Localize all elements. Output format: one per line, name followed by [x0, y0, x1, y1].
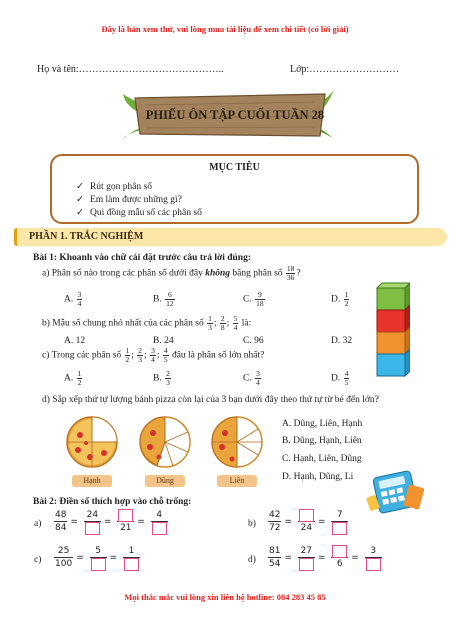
question-d: d) Sắp xếp thứ tự lượng bánh pizza còn lại của 3 bạn dưới đây theo thứ tự từ bé đến lớn? — [42, 395, 379, 405]
blank-box[interactable] — [299, 509, 314, 522]
b2-label-a: a) — [34, 519, 42, 529]
blank-box[interactable] — [332, 545, 347, 558]
check-icon: ✓ — [76, 195, 84, 205]
calculator-image — [366, 470, 428, 514]
page-title: PHIẾU ÔN TẬP CUỐI TUẦN 28 — [145, 108, 325, 122]
blank-box[interactable] — [118, 509, 133, 522]
b2-row-c: $\frac{25}{100}$ = 5 = 1 — [52, 545, 142, 570]
option-c-D[interactable]: D. $\frac{4}{5}$ — [331, 369, 349, 387]
objectives-heading: MỤC TIÊU — [209, 162, 260, 173]
pizza-label-lien: Liên — [217, 475, 257, 487]
preview-notice: Đây là bản xem thử, vui lòng mua tài liệu để xem chi tiết (có lời giải) — [101, 24, 349, 34]
bai1-instruction: Bài 1: Khoanh vào chữ cái đặt trước câu trả lời đúng: — [33, 253, 251, 263]
option-a-D[interactable]: D. $\frac{1}{2}$ — [331, 290, 349, 308]
stacked-cubes-image — [374, 282, 410, 382]
blank-box[interactable] — [124, 558, 139, 571]
b2-row-d: $\frac{81}{54}$ = 27 = 6 = 3 — [266, 545, 384, 570]
b2-row-a: $\frac{48}{84}$ = 24 = 21 = 4 — [52, 509, 170, 534]
option-d-C[interactable]: C. Hạnh, Liên, Dũng — [282, 454, 362, 464]
check-icon: ✓ — [76, 182, 84, 192]
option-d-D[interactable]: D. Hạnh, Dũng, Li — [282, 472, 354, 482]
objective-item: ✓ Em làm được những gì? — [76, 195, 182, 205]
option-b-B[interactable]: B. 24 — [153, 336, 174, 346]
option-d-B[interactable]: B. Dũng, Hạnh, Liên — [282, 436, 362, 446]
pizza-label-dung: Dũng — [145, 475, 185, 487]
question-b: b) Mẫu số chung nhỏ nhất của các phân số $\frac{1}{3}$ ; $\frac{2}{8}$ ; $\frac{5}{4}$ là: — [42, 314, 252, 332]
b2-label-b: b) — [248, 519, 256, 529]
pizza-illustration — [60, 415, 270, 470]
blank-box[interactable] — [332, 522, 347, 535]
objective-item: ✓ Rút gọn phân số — [76, 182, 152, 192]
option-c-A[interactable]: A. $\frac{1}{2}$ — [64, 369, 82, 387]
option-d-A[interactable]: A. Dũng, Liên, Hạnh — [282, 419, 363, 429]
student-class-field: Lớp:……………………… — [290, 64, 400, 75]
pizza-label-hanh: Hạnh — [72, 475, 112, 487]
option-a-A[interactable]: A. $\frac{3}{4}$ — [64, 290, 82, 308]
objective-item: ✓ Qui đồng mẫu số các phân số — [76, 208, 202, 218]
bai2-instruction: Bài 2: Điền số thích hợp vào chỗ trống: — [33, 497, 192, 507]
option-b-C[interactable]: C. 96 — [243, 336, 264, 346]
blank-box[interactable] — [152, 522, 167, 535]
blank-box[interactable] — [299, 558, 314, 571]
blank-box[interactable] — [85, 522, 100, 535]
hotline-footer: Mọi thắc mắc vui lòng xin liên hệ hotline: 084 283 45 85 — [124, 592, 326, 602]
option-b-D[interactable]: D. 32 — [331, 336, 353, 346]
part1-heading: PHẦN 1. TRẮC NGHIỆM — [14, 228, 447, 246]
b2-label-c: c) — [34, 555, 42, 565]
student-name-field: Họ và tên:…………………………………….. — [37, 64, 224, 75]
pizza-lien — [212, 417, 262, 467]
question-a: a) Phân số nào trong các phân số dưới đây không bằng phân số $\frac{18}{36}$ ? — [42, 264, 301, 282]
b2-row-b: $\frac{42}{72}$ = 24 = 7 — [266, 509, 350, 534]
check-icon: ✓ — [76, 208, 84, 218]
question-c: c) Trong các phân số $\frac{1}{2}$ ; $\frac{2}{3}$ ; $\frac{3}{4}$ ; $\frac{4}{5}$ đâu là phân số lớn nhất? — [42, 346, 265, 364]
option-b-A[interactable]: A. 12 — [64, 336, 86, 346]
option-a-B[interactable]: B. $\frac{6}{12}$ — [153, 290, 174, 308]
option-a-C[interactable]: C. $\frac{9}{18}$ — [243, 290, 264, 308]
blank-box[interactable] — [91, 558, 106, 571]
option-c-B[interactable]: B. $\frac{2}{3}$ — [153, 369, 170, 387]
option-c-C[interactable]: C. $\frac{3}{4}$ — [243, 369, 260, 387]
pizza-dung — [140, 417, 190, 467]
pizza-hanh — [67, 417, 117, 467]
b2-label-d: d) — [248, 555, 256, 565]
blank-box[interactable] — [366, 558, 381, 571]
